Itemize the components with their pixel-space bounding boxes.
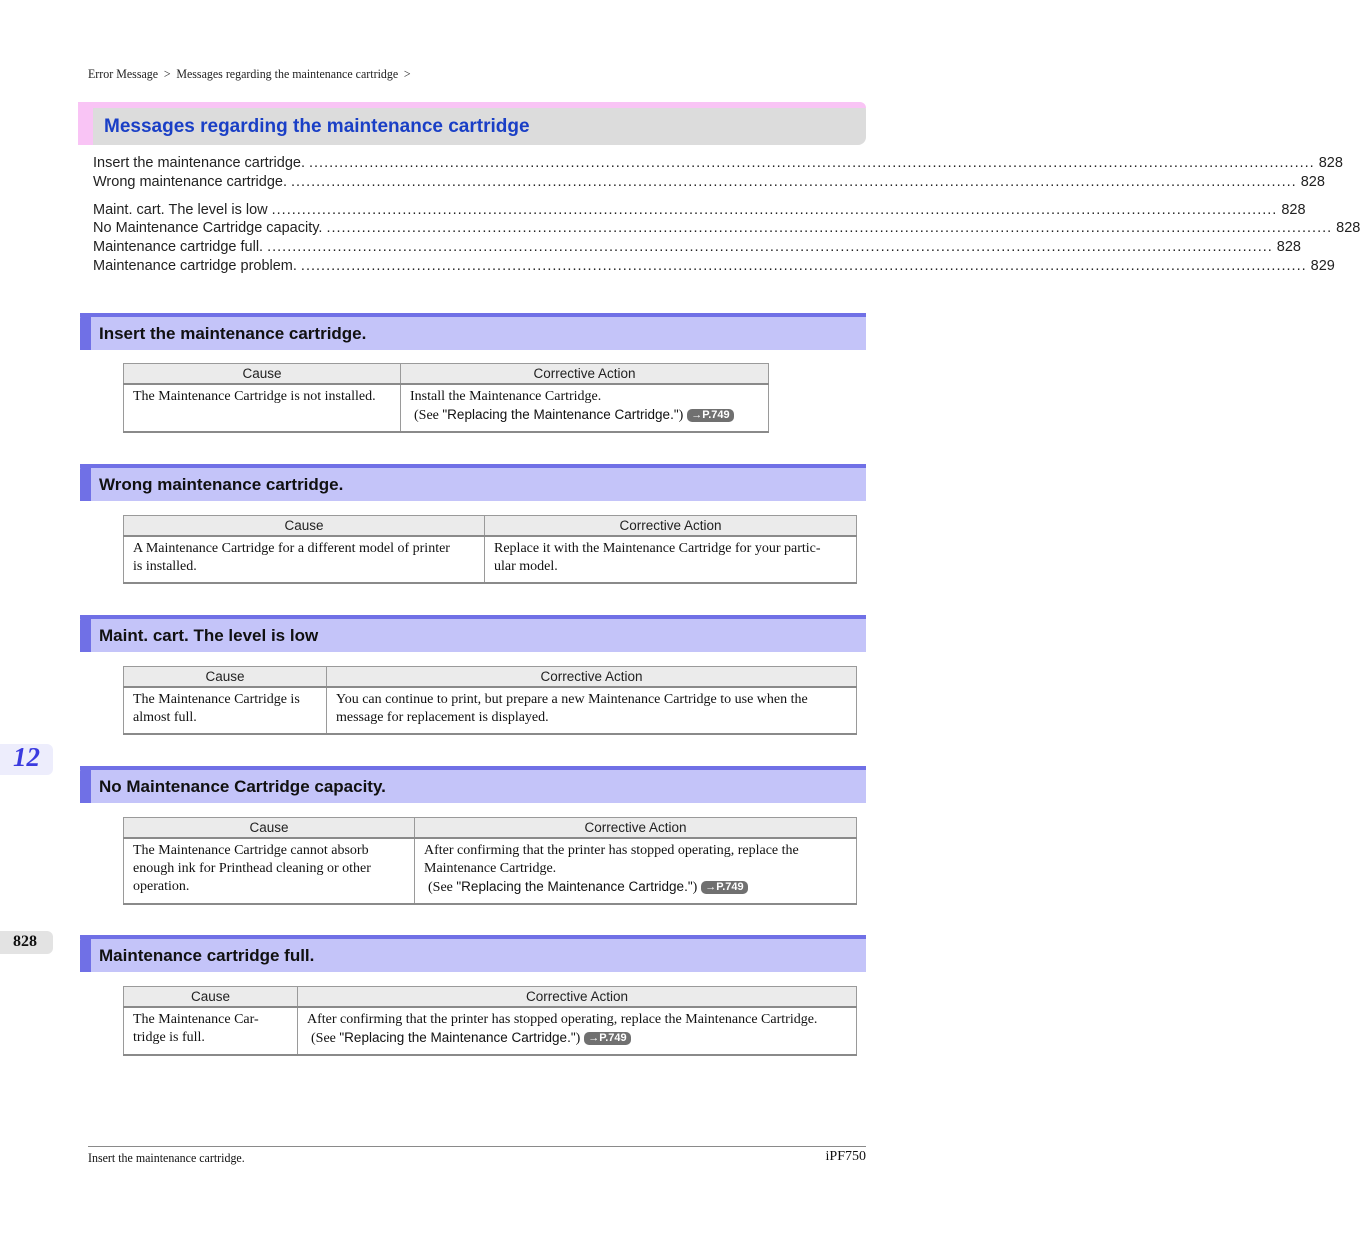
chapter-number: 12 [13, 742, 40, 772]
cause-cell [124, 536, 485, 583]
cause-cell [124, 384, 401, 432]
cause-cell [124, 1007, 298, 1055]
breadcrumb-separator: > [403, 66, 411, 81]
page-ref-badge[interactable]: →P.749 [687, 409, 733, 422]
toc-item[interactable] [93, 202, 1306, 220]
action-text: Maintenance Cartridge. [424, 860, 557, 876]
section-header [80, 313, 866, 350]
column-header-action: Corrective Action [401, 364, 769, 384]
toc-item-label: Maint. cart. The level is low [93, 202, 268, 218]
section-title: Wrong maintenance cartridge. [99, 475, 344, 494]
toc-item-page: 828 [1336, 220, 1360, 236]
toc-item-label: Insert the maintenance cartridge. [93, 155, 305, 171]
footer-section-name: Insert the maintenance cartridge. [88, 1150, 245, 1165]
page-ref-badge[interactable]: →P.749 [701, 881, 747, 894]
column-header-cause: Cause [124, 987, 298, 1007]
toc-leader-dots: ........................................................................................................................................................................................................ [267, 239, 1273, 255]
action-text: After confirming that the printer has stopped operating, replace the Maintenance Cartridge. [307, 1011, 818, 1027]
footer-divider [88, 1146, 866, 1147]
toc-item-page: 828 [1318, 155, 1343, 171]
see-reference: (See "Replacing the Maintenance Cartridge.") →P.749 [410, 406, 759, 425]
action-cell [327, 687, 857, 734]
action-text: You can continue to print, but prepare a new Maintenance Cartridge to use when the [336, 691, 808, 707]
footer-model-name: iPF750 [825, 1149, 866, 1164]
cause-action-table [123, 666, 857, 735]
toc-item-label: Maintenance cartridge full. [93, 239, 264, 255]
section-header-accent [80, 935, 91, 972]
toc-leader-dots: ........................................................................................................................................................................................................ [326, 220, 1333, 236]
table-row [124, 384, 769, 432]
section-header-accent [80, 766, 91, 803]
title-banner-accent-top [78, 102, 866, 108]
breadcrumb-separator: > [163, 66, 171, 81]
breadcrumb-item-maintenance-messages[interactable]: Messages regarding the maintenance cartridge [176, 66, 399, 81]
action-cell [415, 838, 857, 904]
page-ref-badge[interactable]: →P.749 [584, 1032, 630, 1045]
section-header [80, 935, 866, 972]
page-number: 828 [13, 933, 37, 950]
column-header-action: Corrective Action [298, 987, 857, 1007]
cause-text: The Maintenance Cartridge is not installed. [133, 388, 376, 404]
toc-item-label: Maintenance cartridge problem. [93, 258, 297, 274]
cause-action-table [123, 817, 857, 905]
toc-item[interactable] [93, 155, 1343, 173]
section-header [80, 464, 866, 501]
toc-item-page: 828 [1281, 202, 1306, 218]
toc-leader-dots: ........................................................................................................................................................................................................ [300, 258, 1307, 274]
column-header-action: Corrective Action [485, 516, 857, 536]
title-banner-accent-left [78, 102, 93, 145]
cause-text: The Maintenance Cartridge cannot absorb [133, 842, 369, 858]
toc-leader-dots: ........................................................................................................................................................................................................ [308, 155, 1315, 171]
column-header-action: Corrective Action [415, 818, 857, 838]
toc-item-page: 829 [1310, 258, 1335, 274]
toc-leader-dots: ........................................................................................................................................................................................................ [290, 174, 1297, 190]
cause-text: A Maintenance Cartridge for a different model of printer [133, 540, 450, 556]
cause-text: enough ink for Printhead cleaning or other [133, 860, 371, 876]
toc-item[interactable] [93, 258, 1335, 276]
see-reference: (See "Replacing the Maintenance Cartridge.") →P.749 [424, 878, 847, 897]
reference-link[interactable]: "Replacing the Maintenance Cartridge." [339, 1029, 576, 1045]
section-title: Maintenance cartridge full. [99, 946, 315, 965]
table-row [124, 687, 857, 734]
cause-action-table [123, 515, 857, 584]
action-text: After confirming that the printer has stopped operating, replace the [424, 842, 799, 858]
action-text: message for replacement is displayed. [336, 709, 549, 725]
section-header-accent [80, 464, 91, 501]
page-title: Messages regarding the maintenance cartridge [104, 116, 530, 137]
cause-text: almost full. [133, 709, 197, 725]
action-cell [401, 384, 769, 432]
cause-action-table [123, 986, 857, 1056]
section-header-accent [80, 313, 91, 350]
cause-text: is installed. [133, 558, 197, 574]
action-text: Replace it with the Maintenance Cartridge for your partic- [494, 540, 821, 556]
section-header [80, 766, 866, 803]
reference-link[interactable]: "Replacing the Maintenance Cartridge." [456, 878, 693, 894]
action-text: ular model. [494, 558, 558, 574]
toc-leader-dots: ........................................................................................................................................................................................................ [271, 202, 1278, 218]
toc-item[interactable] [93, 239, 1301, 257]
cause-text: tridge is full. [133, 1029, 205, 1045]
column-header-cause: Cause [124, 818, 415, 838]
action-cell [485, 536, 857, 583]
table-row [124, 838, 857, 904]
table-row [124, 536, 857, 583]
section-title: Maint. cart. The level is low [99, 626, 319, 645]
table-row [124, 1007, 857, 1055]
cause-text: The Maintenance Car- [133, 1011, 259, 1027]
action-text: Install the Maintenance Cartridge. [410, 388, 602, 404]
column-header-cause: Cause [124, 667, 327, 687]
toc-item[interactable] [93, 220, 1360, 238]
toc-item-label: No Maintenance Cartridge capacity. [93, 220, 323, 236]
toc-item-label: Wrong maintenance cartridge. [93, 174, 287, 190]
reference-link[interactable]: "Replacing the Maintenance Cartridge." [442, 406, 679, 422]
column-header-cause: Cause [124, 516, 485, 536]
cause-cell [124, 838, 415, 904]
toc-item[interactable] [93, 174, 1325, 192]
toc-item-page: 828 [1300, 174, 1325, 190]
cause-text: The Maintenance Cartridge is [133, 691, 300, 707]
see-reference: (See "Replacing the Maintenance Cartridge.") →P.749 [307, 1029, 847, 1048]
column-header-action: Corrective Action [327, 667, 857, 687]
section-header [80, 615, 866, 652]
section-title: No Maintenance Cartridge capacity. [99, 777, 386, 796]
cause-action-table [123, 363, 769, 433]
breadcrumb-item-error-message[interactable]: Error Message [88, 66, 159, 81]
column-header-cause: Cause [124, 364, 401, 384]
section-title: Insert the maintenance cartridge. [99, 324, 367, 343]
section-header-accent [80, 615, 91, 652]
breadcrumb [88, 66, 413, 82]
action-cell [298, 1007, 857, 1055]
cause-text: operation. [133, 878, 190, 894]
cause-cell [124, 687, 327, 734]
toc-item-page: 828 [1276, 239, 1301, 255]
